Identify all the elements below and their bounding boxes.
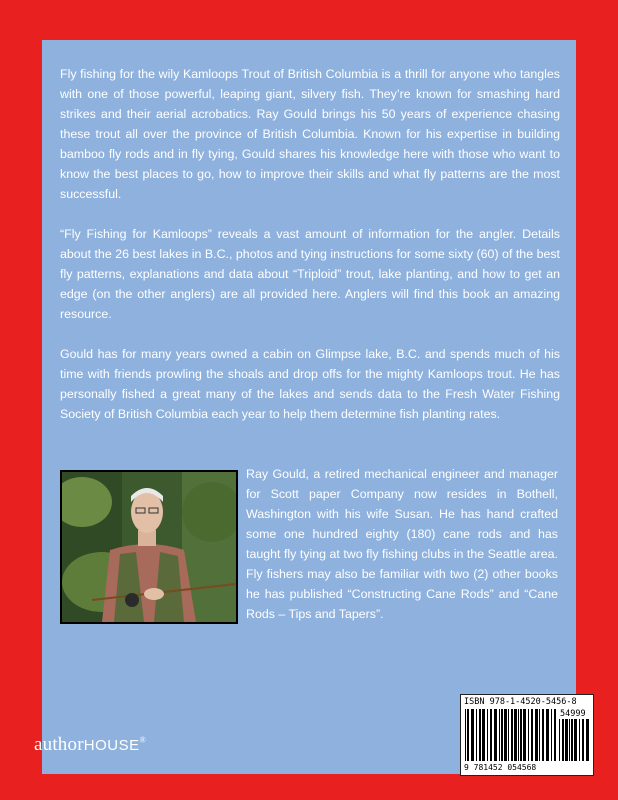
author-photo-image — [62, 472, 236, 622]
publisher-name-part2: HOUSE — [83, 737, 140, 754]
publisher-name-part1: author — [34, 734, 84, 755]
author-bio: Ray Gould, a retired mechanical engineer and manager for Scott paper Company now resides in Bothell, Washington with his wife Susan. He has hand crafted some one hundred eighty (180) cane rods and has taught fly tying at two fly fishing clubs in the Seattle area. Fly fishers may also be familiar with two (2) other books he has published “Constructing Cane Rods” and “Cane Rods – Tips and Tapers”. — [246, 467, 558, 621]
author-photo — [60, 470, 238, 624]
price-code: 54999 — [560, 709, 586, 719]
publisher-logo — [34, 734, 146, 756]
description-paragraph-3: Gould has for many years owned a cabin on Glimpse lake, B.C. and spends much of his time with friends prowling the shoals and drop offs for the mighty Kamloops trout. He has personally fished a great many of the lakes and sends data to the Fresh Water Fishing Society of British Columbia each year to help them determine fish planting rates. — [60, 347, 560, 421]
publisher-trademark: ® — [139, 735, 146, 745]
description-paragraph-2: “Fly Fishing for Kamloops” reveals a vast amount of information for the angler. Details about the 26 best lakes in B.C., photos and tying instructions for some sixty (60) of the best fly patterns, explanations and data about “Triploid” trout, lake planting, and how to get an edge (on the other anglers) are all provided here. Anglers will find this book an amazing resource. — [60, 227, 560, 321]
barcode-addon-bars — [559, 719, 589, 761]
isbn-number: ISBN 978-1-4520-5456-8 — [464, 697, 577, 707]
isbn-barcode — [460, 694, 594, 776]
description-paragraph-1: Fly fishing for the wily Kamloops Trout of British Columbia is a thrill for anyone who tangles with one of those powerful, leaping giant, silvery fish. They’re known for smashing hard strikes and their aerial acrobatics. Ray Gould brings his 50 years of experience chasing these trout all over the province of British Columbia. Known for his expertise in building bamboo fly rods and in fly tying, Gould shares his knowledge here with those who want to know the best places to go, how to improve their skills and what fly patterns are the most successful. — [60, 67, 560, 201]
barcode-bars — [465, 709, 557, 761]
barcode-digits: 9 781452 054568 — [464, 763, 537, 772]
